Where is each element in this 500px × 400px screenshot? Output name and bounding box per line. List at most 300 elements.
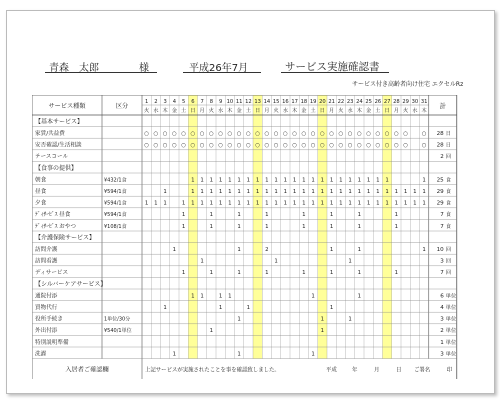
service-count: 1 [228, 177, 232, 184]
weekday-label: 土 [181, 108, 187, 114]
service-count: 1 [357, 212, 362, 219]
service-count: 1 [348, 200, 352, 207]
service-done-circle: ○ [394, 130, 399, 137]
weekday-label: 金 [366, 108, 372, 114]
service-done-circle: ○ [357, 130, 362, 137]
service-done-circle: ○ [421, 130, 427, 137]
weekday-label: 月 [329, 108, 335, 114]
section-label: 【基本サービス】 [35, 118, 84, 126]
day-number: 21 [328, 99, 335, 105]
footer-label: 入居者ご確認欄 [65, 366, 109, 374]
weekday-label: 日 [319, 108, 325, 114]
service-count: 1 [329, 200, 334, 207]
service-count: 1 [265, 223, 269, 230]
weekday-label: 日 [190, 108, 196, 114]
weekday-label: 月 [199, 108, 205, 114]
row-total-unit: 食 [445, 223, 451, 230]
day-number: 1 [144, 99, 149, 105]
service-count: 1 [320, 316, 325, 323]
service-label: 昼食 [35, 188, 47, 195]
row-total-value: 7 [440, 212, 444, 219]
service-count: 1 [376, 188, 380, 195]
row-total-value: 2 [440, 328, 444, 335]
day-number: 15 [272, 99, 280, 105]
weekday-label: 日 [384, 108, 390, 114]
service-done-circle: ○ [357, 142, 362, 149]
day-number: 29 [402, 99, 409, 105]
service-count: 1 [302, 223, 306, 230]
service-count: 1 [209, 270, 214, 277]
service-unit: ¥432/1食 [104, 177, 127, 184]
service-done-circle: ○ [347, 130, 353, 137]
service-done-circle: ○ [236, 142, 242, 149]
service-count: 1 [329, 177, 334, 184]
service-count: 1 [320, 328, 325, 335]
service-count: 1 [394, 188, 399, 195]
service-count: 1 [237, 188, 241, 195]
service-done-circle: ○ [310, 130, 316, 137]
service-count: 1 [413, 200, 417, 207]
service-count: 1 [357, 246, 362, 253]
service-done-circle: ○ [421, 142, 427, 149]
service-done-circle: ○ [375, 142, 381, 149]
day-number: 12 [245, 99, 252, 105]
service-count: 1 [311, 200, 315, 207]
service-count: 1 [200, 258, 204, 265]
service-count: 1 [339, 200, 343, 207]
service-done-circle: ○ [338, 142, 344, 149]
service-count: 1 [357, 177, 362, 184]
grid-frame [32, 95, 457, 379]
weekday-label: 金 [171, 108, 177, 114]
day-number: 5 [181, 99, 186, 105]
service-label: 通院付添 [35, 293, 58, 300]
resident-name: 青森 太郎 [49, 63, 99, 74]
service-label: 買物代行 [35, 304, 58, 311]
service-count: 1 [385, 177, 389, 184]
service-done-circle: ○ [209, 130, 214, 137]
service-count: 1 [228, 188, 232, 195]
service-count: 1 [422, 246, 426, 253]
service-count: 1 [265, 188, 269, 195]
service-count: 1 [394, 200, 399, 207]
service-label: ﾃﾞｨｻｰﾋﾞｽ 昼食 [35, 212, 71, 219]
service-count: 1 [329, 212, 334, 219]
service-count: 1 [209, 328, 214, 335]
service-done-circle: ○ [162, 130, 168, 137]
service-count: 1 [265, 270, 269, 277]
weekday-label: 土 [310, 108, 316, 114]
service-count: 1 [209, 212, 214, 219]
day-number: 26 [374, 99, 382, 105]
weekday-label: 月 [393, 108, 399, 114]
service-count: 1 [191, 200, 195, 207]
service-count: 1 [385, 188, 389, 195]
service-count: 1 [403, 200, 408, 207]
service-label: 家賃/共益費 [35, 130, 65, 137]
weekday-label: 水 [282, 108, 288, 114]
service-count: 1 [265, 212, 269, 219]
row-total-unit: 単位 [445, 316, 457, 323]
service-count: 1 [302, 188, 306, 195]
service-label: 特別説明準備 [35, 339, 69, 346]
service-count: 1 [237, 200, 241, 207]
day-number: 24 [356, 99, 363, 105]
service-count: 1 [329, 223, 334, 230]
service-label: 外出付添 [35, 328, 58, 335]
day-number: 18 [300, 99, 308, 105]
service-count: 1 [181, 223, 186, 230]
row-total-value: 7 [440, 223, 444, 230]
day-number: 16 [282, 99, 289, 105]
service-done-circle: ○ [273, 142, 279, 149]
service-done-circle: ○ [264, 130, 270, 137]
day-number: 17 [291, 99, 298, 105]
service-unit: ¥594/1食 [104, 200, 127, 207]
service-count: 1 [191, 293, 195, 300]
weekday-label: 火 [273, 108, 279, 114]
confirmation-sheet [6, 10, 495, 394]
service-count: 1 [237, 270, 241, 277]
service-unit: ¥108/1食 [104, 223, 127, 230]
service-done-circle: ○ [209, 142, 214, 149]
service-count: 1 [218, 177, 223, 184]
day-number: 2 [154, 99, 158, 105]
day-number: 8 [209, 99, 214, 105]
day-number: 3 [163, 99, 167, 105]
service-count: 1 [237, 246, 241, 253]
service-done-circle: ○ [144, 142, 149, 149]
service-count: 1 [357, 270, 362, 277]
row-total-unit: 日 [445, 142, 451, 149]
service-count: 1 [385, 200, 389, 207]
service-done-circle: ○ [329, 142, 334, 149]
service-count: 1 [255, 177, 260, 184]
service-count: 1 [255, 200, 260, 207]
period-label: 平成26年7月 [189, 63, 249, 74]
service-label: 訪問看護 [35, 258, 58, 265]
row-total-value: 29 [436, 200, 444, 207]
service-done-circle: ○ [301, 130, 307, 137]
service-unit: ¥540/1単位 [104, 328, 132, 335]
day-number: 4 [172, 99, 177, 105]
service-count: 1 [181, 200, 186, 207]
row-total-unit: 食 [445, 177, 451, 184]
name-underline [45, 72, 157, 73]
service-count: 1 [237, 316, 241, 323]
service-count: 1 [394, 212, 399, 219]
day-number: 6 [191, 99, 195, 105]
service-count: 1 [292, 188, 297, 195]
weekday-label: 水 [218, 108, 224, 114]
col-header-service-type: サービス種類 [48, 103, 86, 110]
service-done-circle: ○ [255, 130, 260, 137]
service-count: 1 [394, 223, 399, 230]
service-done-circle: ○ [218, 142, 223, 149]
service-done-circle: ○ [283, 142, 288, 149]
service-done-circle: ○ [375, 130, 381, 137]
service-count: 1 [172, 246, 177, 253]
service-count: 1 [246, 188, 251, 195]
service-label: 夕食 [35, 200, 47, 207]
service-label: 安否確認/生活相談 [35, 142, 82, 149]
weekday-label: 金 [236, 108, 242, 114]
footer-era: 平成 [326, 367, 337, 374]
col-header-total: 計 [439, 102, 446, 110]
row-total-unit: 回 [445, 246, 451, 253]
service-count: 1 [265, 177, 269, 184]
row-total-unit: 回 [445, 154, 451, 161]
service-count: 1 [422, 200, 426, 207]
day-number: 14 [263, 99, 271, 105]
service-done-circle: ○ [329, 130, 334, 137]
row-total-value: 3 [440, 351, 444, 358]
weekday-label: 土 [245, 108, 251, 114]
service-count: 2 [265, 246, 269, 253]
period-underline [183, 72, 261, 73]
service-done-circle: ○ [310, 142, 316, 149]
row-total-unit: 食 [445, 188, 451, 195]
row-total-unit: 食 [445, 212, 451, 219]
row-total-unit: 単位 [445, 351, 457, 358]
service-count: 1 [320, 200, 325, 207]
service-done-circle: ○ [218, 130, 223, 137]
row-total-unit: 単位 [445, 328, 457, 335]
row-total-unit: 食 [445, 200, 451, 207]
service-count: 1 [302, 200, 306, 207]
weekday-label: 火 [208, 108, 214, 114]
row-total-unit: 単位 [445, 339, 457, 346]
service-count: 1 [311, 351, 315, 358]
service-done-circle: ○ [190, 130, 196, 137]
service-count: 1 [200, 177, 204, 184]
service-count: 1 [357, 223, 362, 230]
day-number: 11 [235, 99, 243, 105]
day-number: 20 [319, 99, 326, 105]
service-count: 1 [246, 177, 251, 184]
service-count: 1 [237, 223, 241, 230]
service-count: 1 [376, 200, 380, 207]
service-done-circle: ○ [338, 130, 344, 137]
service-count: 1 [311, 293, 315, 300]
service-count: 1 [348, 188, 352, 195]
service-count: 1 [154, 200, 158, 207]
weekday-label: 木 [421, 108, 427, 114]
row-total-value: 1 [440, 339, 444, 346]
service-count: 1 [302, 270, 306, 277]
service-count: 1 [357, 293, 362, 300]
service-count: 1 [394, 270, 399, 277]
weekday-label: 金 [301, 108, 307, 114]
service-done-circle: ○ [264, 142, 270, 149]
service-count: 1 [191, 188, 195, 195]
weekday-label: 水 [412, 108, 418, 114]
service-done-circle: ○ [227, 142, 233, 149]
service-count: 1 [357, 188, 362, 195]
service-done-circle: ○ [172, 142, 177, 149]
day-number: 10 [226, 99, 234, 105]
weekday-label: 水 [347, 108, 353, 114]
service-count: 1 [228, 200, 232, 207]
service-count: 1 [329, 246, 334, 253]
day-number: 13 [254, 99, 261, 105]
service-done-circle: ○ [181, 142, 186, 149]
service-label: 役所手続き [35, 316, 63, 323]
service-count: 1 [329, 304, 334, 311]
service-count: 1 [339, 188, 343, 195]
service-count: 1 [274, 258, 278, 265]
service-unit: ¥594/1食 [104, 188, 127, 195]
service-count: 1 [237, 351, 241, 358]
weekday-label: 火 [338, 108, 344, 114]
service-count: 1 [283, 188, 288, 195]
service-done-circle: ○ [246, 142, 251, 149]
service-done-circle: ○ [301, 142, 307, 149]
weekday-label: 月 [264, 108, 270, 114]
service-done-circle: ○ [199, 142, 205, 149]
service-done-circle: ○ [153, 130, 159, 137]
service-done-circle: ○ [172, 130, 177, 137]
service-count: 1 [320, 188, 325, 195]
service-unit: ¥594/1食 [104, 212, 127, 219]
service-count: 1 [163, 188, 167, 195]
service-done-circle: ○ [273, 130, 279, 137]
service-count: 1 [274, 200, 278, 207]
service-done-circle: ○ [366, 130, 371, 137]
service-done-circle: ○ [255, 142, 260, 149]
service-count: 1 [422, 188, 426, 195]
service-count: 1 [228, 293, 232, 300]
service-count: 1 [348, 258, 352, 265]
service-count: 1 [348, 316, 352, 323]
service-done-circle: ○ [384, 142, 390, 149]
service-count: 1 [218, 293, 223, 300]
day-number: 23 [346, 99, 354, 105]
service-done-circle: ○ [144, 130, 149, 137]
row-total-value: 29 [436, 188, 444, 195]
service-count: 1 [218, 188, 223, 195]
service-done-circle: ○ [347, 142, 353, 149]
service-count: 1 [292, 177, 297, 184]
service-done-circle: ○ [236, 130, 242, 137]
row-total-value: 6 [440, 293, 444, 300]
service-count: 1 [348, 177, 352, 184]
service-label: ディサービス [35, 270, 69, 277]
col-header-unit: 区分 [115, 103, 129, 110]
service-count: 1 [181, 212, 186, 219]
footer-day: 日 [396, 367, 402, 374]
day-number: 19 [309, 99, 317, 105]
day-number: 25 [365, 99, 372, 105]
service-count: 1 [339, 177, 343, 184]
document-subtitle: サービス付き高齢者向け住宅 エクセルRz [352, 81, 464, 88]
day-number: 22 [337, 99, 345, 105]
service-count: 1 [403, 188, 408, 195]
service-count: 1 [292, 200, 297, 207]
day-number: 9 [218, 99, 223, 105]
row-total-unit: 単位 [445, 293, 457, 300]
service-count: 1 [302, 212, 306, 219]
service-count: 1 [200, 200, 204, 207]
footer-seal: 印 [446, 367, 453, 374]
footer-year: 年 [352, 367, 358, 374]
service-grid [32, 95, 478, 379]
service-count: 1 [172, 351, 177, 358]
service-count: 1 [163, 200, 167, 207]
row-total-value: 7 [440, 270, 444, 277]
weekday-label: 水 [153, 108, 159, 114]
row-total-unit: 回 [445, 258, 451, 265]
weekday-label: 土 [375, 108, 381, 114]
section-label: 【シルバーケアサービス】 [35, 280, 107, 288]
service-done-circle: ○ [162, 142, 168, 149]
service-count: 1 [209, 223, 214, 230]
day-number: 27 [383, 99, 391, 105]
service-done-circle: ○ [320, 130, 325, 137]
service-count: 1 [329, 270, 334, 277]
service-count: 1 [246, 304, 251, 311]
service-label: テースコール [35, 154, 69, 161]
row-total-value: 25 [436, 177, 444, 184]
service-done-circle: ○ [320, 142, 325, 149]
section-label: 【介護保険サービス】 [35, 234, 96, 242]
day-number: 30 [411, 99, 419, 105]
service-done-circle: ○ [153, 142, 159, 149]
service-done-circle: ○ [366, 142, 371, 149]
day-number: 31 [420, 99, 428, 105]
title-underline [281, 72, 389, 73]
service-done-circle: ○ [283, 130, 288, 137]
service-count: 1 [329, 188, 334, 195]
service-count: 1 [209, 188, 214, 195]
row-total-unit: 日 [445, 130, 451, 137]
service-count: 1 [357, 200, 362, 207]
footer-confirm-text: 上記サービスが実施されたことを事を確認致しました。 [145, 367, 280, 374]
service-count: 1 [311, 188, 315, 195]
service-count: 1 [274, 177, 278, 184]
service-label: 訪問介護 [35, 246, 58, 253]
service-count: 1 [209, 200, 214, 207]
service-count: 1 [218, 304, 223, 311]
weekday-label: 火 [403, 108, 409, 114]
row-total-value: 2 [440, 154, 444, 161]
service-unit: 1単位/30分 [104, 316, 131, 323]
weekday-label: 木 [227, 108, 233, 114]
row-total-unit: 単位 [445, 304, 457, 311]
document-title: サービス実施確認書 [285, 61, 380, 73]
footer-month: 月 [374, 367, 380, 374]
honorific: 様 [139, 63, 149, 74]
section-label: 【食事の提供】 [35, 164, 78, 172]
service-count: 1 [255, 188, 260, 195]
service-count: 1 [209, 177, 214, 184]
service-count: 1 [366, 188, 371, 195]
day-number: 28 [393, 99, 400, 105]
service-count: 1 [218, 200, 223, 207]
weekday-label: 木 [292, 108, 298, 114]
service-count: 1 [422, 177, 426, 184]
row-total-value: 28 [436, 130, 444, 137]
service-count: 1 [200, 188, 204, 195]
service-count: 1 [181, 270, 186, 277]
service-count: 1 [163, 304, 167, 311]
row-total-unit: 回 [445, 270, 451, 277]
row-total-value: 3 [440, 316, 444, 323]
service-count: 1 [237, 177, 241, 184]
service-done-circle: ○ [403, 142, 408, 149]
service-count: 1 [366, 200, 371, 207]
service-label: 洗濯 [35, 351, 47, 358]
